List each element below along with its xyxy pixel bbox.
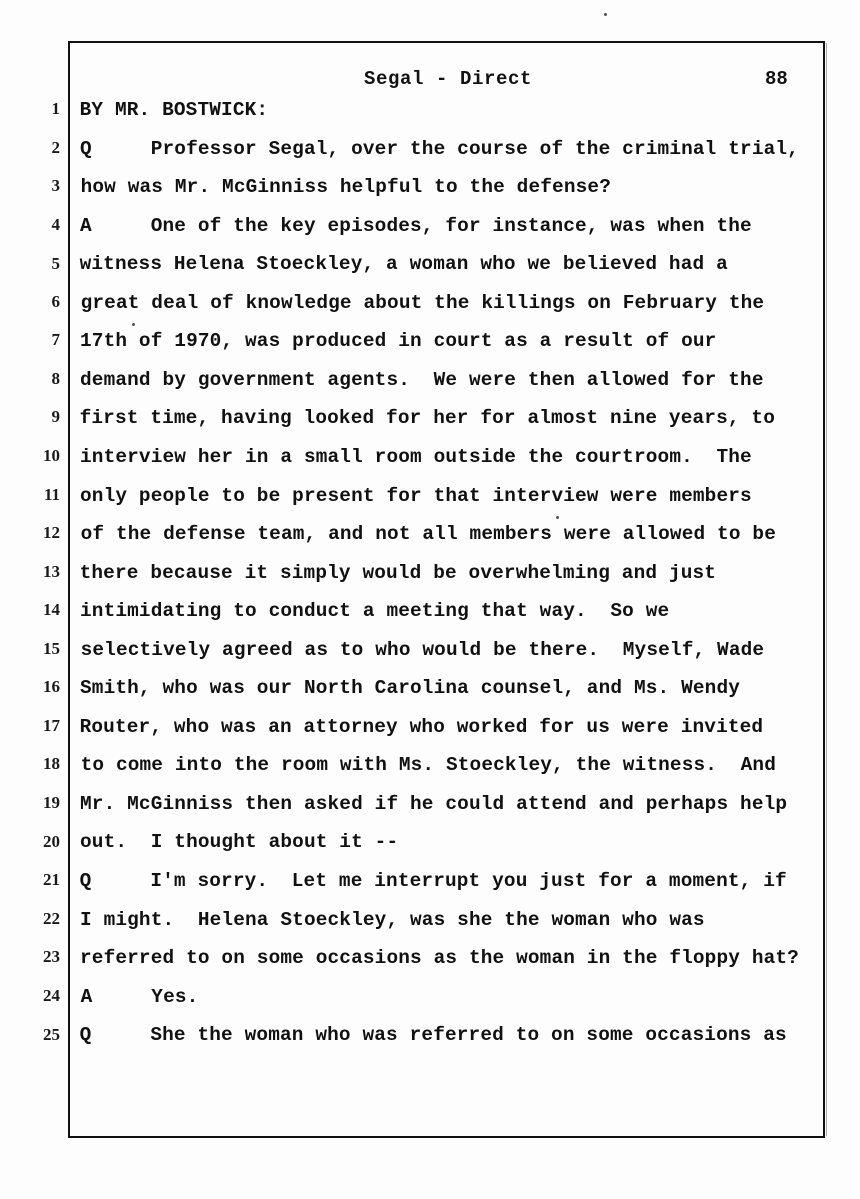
line-number: 15: [43, 639, 60, 659]
transcript-line: intimidating to conduct a meeting that way. So we: [80, 600, 670, 623]
line-number: 1: [51, 99, 60, 118]
transcript-line: Mr. McGinniss then asked if he could attend and perhaps help: [80, 792, 788, 815]
line-number: 9: [51, 407, 60, 427]
transcript-line: interview her in a small room outside the courtroom. The: [80, 445, 752, 468]
transcript-line: demand by government agents. We were then allowed for the: [80, 368, 764, 391]
transcript-line: Q Professor Segal, over the course of the criminal trial,: [80, 137, 799, 160]
line-number: 6: [51, 291, 60, 311]
transcript-line: only people to be present for that interview were members: [80, 484, 752, 507]
transcript-header: [68, 68, 825, 98]
line-number: 21: [43, 870, 60, 889]
line-number: 5: [51, 253, 60, 273]
transcript-line: Q She the woman who was referred to on some occasions as: [79, 1024, 787, 1047]
line-number: 16: [43, 677, 60, 697]
transcript-line: A One of the key episodes, for instance, was when the: [80, 214, 752, 237]
transcript-line: there because it simply would be overwhelming and just: [79, 561, 717, 584]
transcript-line: out. I thought about it --: [80, 831, 399, 854]
line-number: 25: [43, 1024, 60, 1044]
line-number: 13: [43, 561, 60, 581]
transcript-line: first time, having looked for her for almost nine years, to: [79, 407, 775, 430]
line-number: 12: [43, 523, 60, 543]
transcript-line: great deal of knowledge about the killings on February the: [80, 291, 765, 314]
transcript-line: A Yes.: [80, 985, 199, 1008]
line-number: 2: [51, 137, 60, 157]
line-number: 22: [43, 908, 60, 928]
scan-speck: [604, 13, 607, 16]
line-number: 19: [43, 792, 60, 812]
line-number: 23: [43, 947, 60, 967]
transcript-line: BY MR. BOSTWICK:: [79, 99, 269, 121]
line-number: 11: [43, 484, 60, 504]
transcript-line: witness Helena Stoeckley, a woman who we believed had a: [79, 253, 728, 276]
line-number: 24: [43, 985, 60, 1005]
line-number: 14: [43, 600, 60, 620]
line-number: 17: [43, 715, 60, 735]
transcript-line: to come into the room with Ms. Stoeckley, the witness. And: [80, 754, 776, 777]
transcript-line: Smith, who was our North Carolina counsel, and Ms. Wendy: [80, 677, 741, 700]
transcript-line: of the defense team, and not all members were allowed to be: [80, 523, 776, 546]
line-number: 8: [51, 368, 60, 388]
page-number: 88: [765, 68, 788, 90]
line-number: 3: [51, 176, 60, 196]
line-number: 10: [43, 446, 60, 466]
transcript-line: Q I'm sorry. Let me interrupt you just for a moment, if: [79, 870, 787, 892]
transcript-line: 17th of 1970, was produced in court as a result of our: [80, 330, 717, 353]
line-number: 18: [43, 754, 60, 774]
page-title: Segal - Direct: [364, 68, 533, 90]
transcript-line: I might. Helena Stoeckley, was she the woman who was: [80, 908, 705, 931]
line-number: 7: [51, 330, 60, 350]
transcript-frame-border: [68, 41, 825, 1138]
transcript-line: Router, who was an attorney who worked for us were invited: [79, 715, 764, 738]
line-number: 20: [43, 831, 60, 851]
transcript-line: selectively agreed as to who would be there. Myself, Wade: [80, 638, 765, 661]
transcript-line: how was Mr. McGinniss helpful to the defense?: [80, 176, 611, 199]
transcript-line: referred to on some occasions as the woman in the floppy hat?: [80, 947, 799, 970]
line-number: 4: [51, 214, 60, 234]
